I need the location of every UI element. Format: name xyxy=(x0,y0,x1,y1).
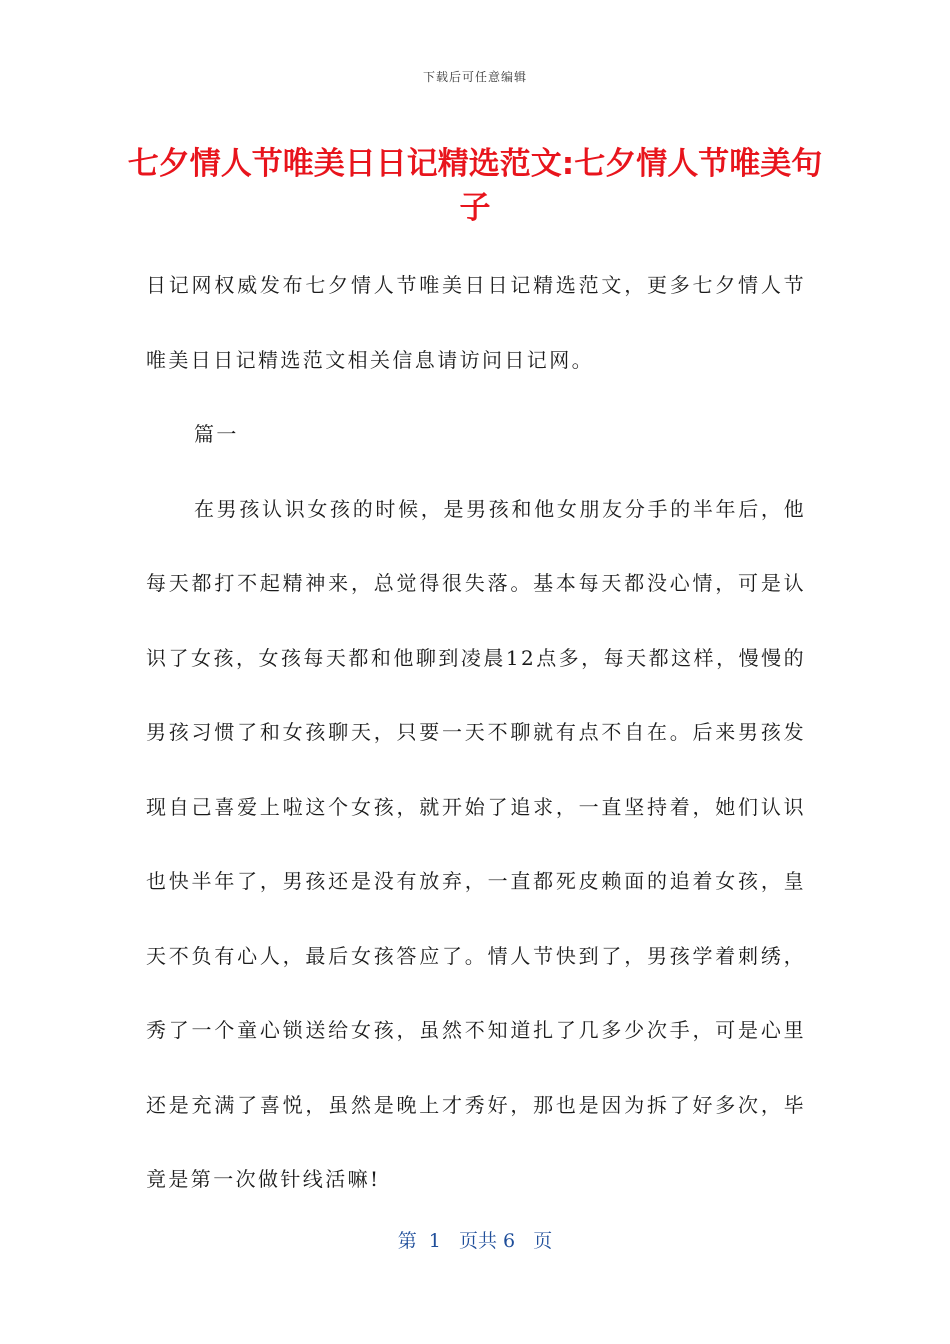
page-number-footer: 第 1 页共 6 页 xyxy=(397,1230,553,1252)
story-paragraph: 在男孩认识女孩的时候，是男孩和他女朋友分手的半年后，他每天都打不起精神来，总觉得很失落。基本每天都没心情，可是认识了女孩，女孩每天都和他聊到凌晨12点多，每天都这样，慢慢的男孩习惯了和女孩聊天，只要一天不聊就有点不自在。后来男孩发现自己喜爱上啦这个女孩，就开始了追求，一直坚持着，她们认识也快半年了，男孩还是没有放弃，一直都死皮赖面的追着女孩，皇天不负有心人，最后女孩答应了。情人节快到了，男孩学着刺绣，秀了一个童心锁送给女孩，虽然不知道扎了几多少次手，可是心里还是充满了喜悦，虽然是晚上才秀好，那也是因为拆了好多次，毕竟是第一次做针线活嘛! xyxy=(146,496,806,1191)
page-header-note: 下载后可任意编辑 xyxy=(422,70,527,84)
document-title: 七夕情人节唯美日日记精选范文:七夕情人节唯美句子 xyxy=(127,146,823,226)
intro-paragraph: 日记网权威发布七夕情人节唯美日日记精选范文，更多七夕情人节唯美日日记精选范文相关信息请访问日记网。 xyxy=(146,273,806,372)
document-body xyxy=(146,248,806,1217)
section-heading: 篇一 xyxy=(194,422,239,446)
